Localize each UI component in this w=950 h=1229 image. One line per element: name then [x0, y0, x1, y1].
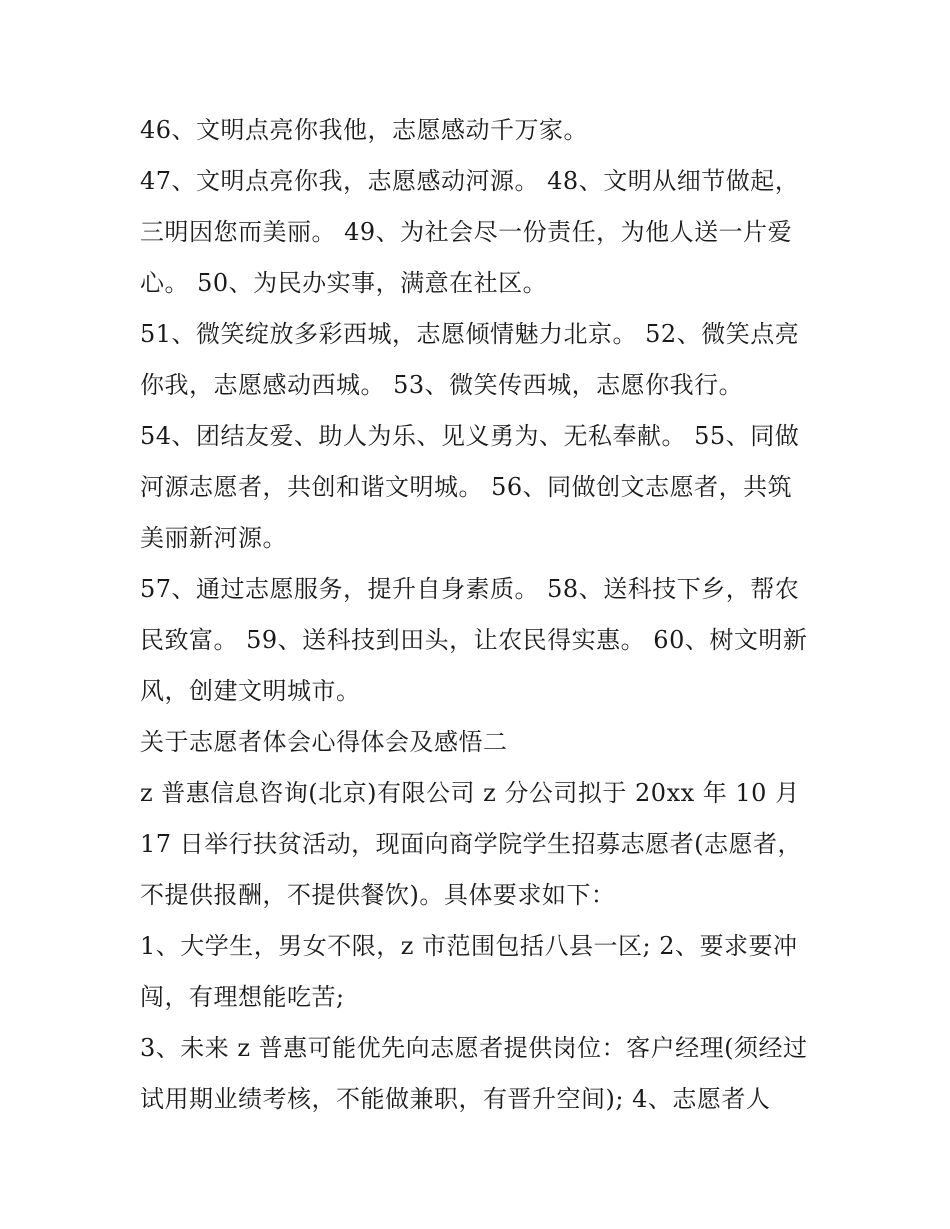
paragraph-slogans-54-56: 54、团结友爱、助人为乐、见义勇为、无私奉献。 55、同做河源志愿者，共创和谐文明城。 56、同做创文志愿者，共筑美丽新河源。 [140, 422, 800, 552]
paragraph-recruitment-intro: z 普惠信息咨询(北京)有限公司 z 分公司拟于 20xx 年 10 月 17 日举行扶贫活动，现面向商学院学生招募志愿者(志愿者，不提供报酬，不提供餐饮)。具体要求如下： [140, 779, 803, 909]
document-body [140, 105, 815, 1125]
paragraph-requirements-1-2: 1、大学生，男女不限，z 市范围包括八县一区; 2、要求要冲闯，有理想能吃苦; [140, 932, 798, 1011]
paragraph-slogans-57-60: 57、通过志愿服务，提升自身素质。 58、送科技下乡，帮农民致富。 59、送科技到田头，让农民得实惠。 60、树文明新风，创建文明城市。 [140, 575, 808, 705]
section-heading: 关于志愿者体会心得体会及感悟二 [140, 728, 508, 756]
paragraph-requirements-3-4: 3、未来 z 普惠可能优先向志愿者提供岗位：客户经理(须经过试用期业绩考核，不能做兼职，有晋升空间); 4、志愿者人 [140, 1034, 808, 1113]
paragraph-slogans-47-50: 47、文明点亮你我，志愿感动河源。 48、文明从细节做起，三明因您而美丽。 49、为社会尽一份责任，为他人送一片爱心。 50、为民办实事，满意在社区。 [140, 167, 800, 297]
paragraph-slogans-51-53: 51、微笑绽放多彩西城，志愿倾情魅力北京。 52、微笑点亮你我，志愿感动西城。 53、微笑传西城，志愿你我行。 [140, 320, 800, 399]
paragraph-slogan-46: 46、文明点亮你我他，志愿感动千万家。 [140, 116, 589, 144]
